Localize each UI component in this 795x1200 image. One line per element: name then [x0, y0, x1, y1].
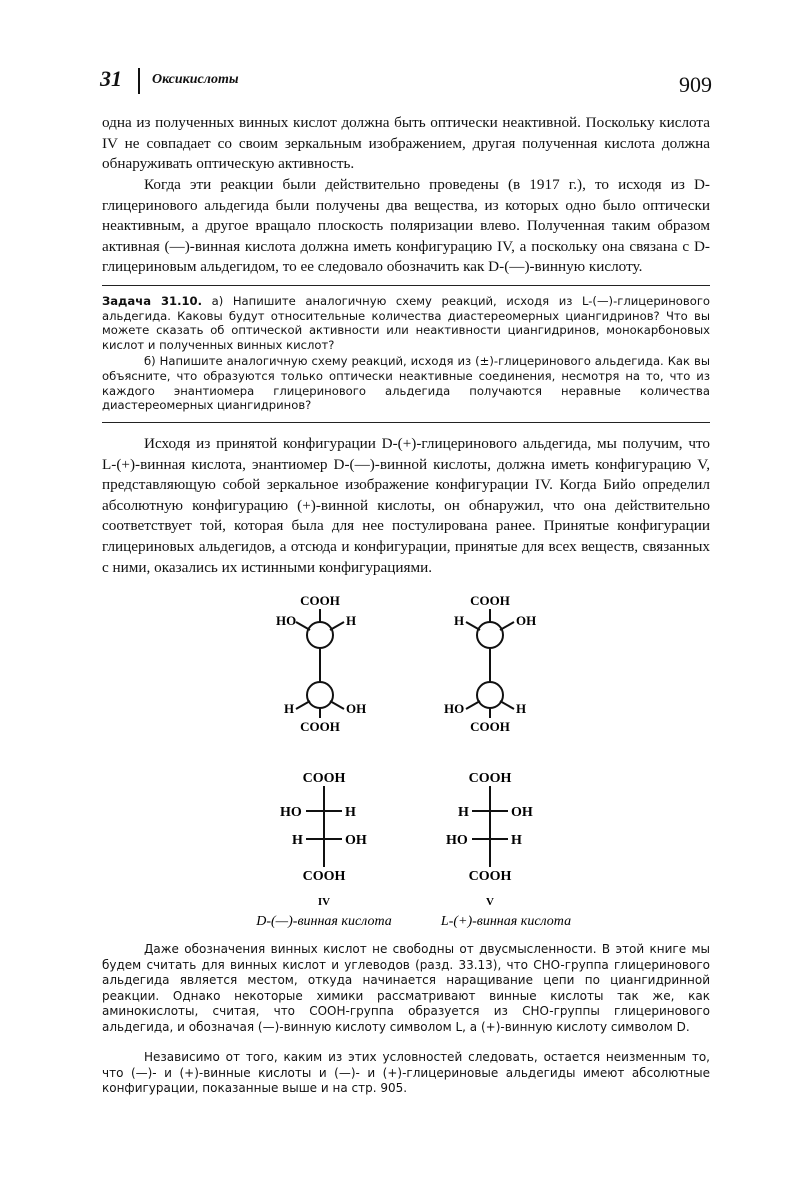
oh-label: OH [346, 701, 367, 716]
bond [500, 622, 514, 630]
carbon-circle [477, 622, 503, 648]
cooh-label: COOH [300, 593, 340, 608]
bond [296, 622, 310, 630]
task-top-rule [102, 285, 710, 286]
cooh-label: COOH [468, 771, 512, 786]
oh-label: OH [511, 805, 533, 820]
bond [296, 701, 310, 709]
h-label: H [458, 805, 469, 820]
task-bottom-rule [102, 422, 710, 423]
task-part-b: б) Напишите аналогичную схему реакций, исходя из (±)-глицеринового альдегида. Как вы объясните, что образуются только оптически неактивные соединения, несмотря на то, что из каждого энантиомера глицеринового альдегида получаются неравные количества диастереомерных циангидринов? [102, 354, 710, 413]
bond [330, 622, 344, 630]
task-label: Задача 31.10. [102, 294, 203, 308]
caption-v: L-(+)-винная кислота [440, 914, 572, 929]
cooh-label: COOH [302, 771, 346, 786]
task-part-a-text: а) Напишите аналогичную схему реакций, исходя из L-(—)-глицеринового альдегида. Каковы будут относительные количества диастереомерных циангидринов? Что вы можете сказать об оптической активности или неактивности циангидринов, монокарбоновых кислот и полученных винных кислот? [102, 294, 710, 352]
h-label: H [284, 701, 295, 716]
ho-label: HO [444, 701, 465, 716]
cooh-label: COOH [468, 869, 512, 884]
numeral-v: V [486, 896, 494, 908]
paragraph-1: одна из полученных винных кислот должна быть оптически неактивной. Поскольку кислота IV не совпадает со своим зеркальным изображением, другая полученная кислота должна обнаруживать оптическую активность. [102, 114, 710, 173]
tartaric-acid-figure [240, 585, 600, 935]
bond [466, 622, 480, 630]
cooh-label: COOH [302, 869, 346, 884]
fischer-iv [280, 771, 367, 884]
carbon-circle [477, 682, 503, 708]
h-label: H [516, 701, 527, 716]
note-2: Независимо от того, каким из этих условностей следовать, остается неизменным то, что (—)- и (+)-винные кислоты и (—)- и (+)-глицериновые альдегиды имеют абсолютные конфигурации, показанные выше и на стр. 905. [102, 1050, 710, 1096]
chapter-number: 31 [100, 66, 122, 91]
header-divider [138, 68, 140, 94]
paragraph-2: Когда эти реакции были действительно проведены (в 1917 г.), то исходя из D-глицеринового альдегида были получены два вещества, из которых одно было оптически неактивным, а другое вращало плоскость поляризации влево. Полученная таким образом активная (—)-винная кислота должна иметь конфигурацию IV, а поскольку она связана с D-глицериновым альдегидом, то ее следовало обозначить как D-(—)-винную кислоту. [102, 176, 710, 276]
cooh-label: COOH [470, 719, 510, 734]
chapter-title: Оксикислоты [152, 72, 239, 87]
paragraph-3: Исходя из принятой конфигурации D-(+)-глицеринового альдегида, мы получим, что L-(+)-винная кислота, энантиомер D-(—)-винной кислоты, должна иметь конфигурацию V, представляющую собой зеркальное изображение конфигурации IV. Когда Бийо определил абсолютную конфигурацию (+)-винной кислоты, он обнаружил, что она действительно соответствует той, которая была для нее постулирована ранее. Принятые конфигурации глицериновых альдегидов, а отсюда и конфигурации, принятые для всех веществ, связанных с ними, оказались их истинными конфигурациями. [102, 435, 710, 576]
h-label: H [346, 613, 357, 628]
carbon-circle [307, 622, 333, 648]
cooh-label: COOH [470, 593, 510, 608]
ho-label: HO [276, 613, 297, 628]
h-label: H [292, 833, 303, 848]
oh-label: OH [516, 613, 537, 628]
h-label: H [454, 613, 465, 628]
oh-label: OH [345, 833, 367, 848]
task-part-a [102, 294, 710, 352]
sawhorse-v [444, 593, 536, 734]
caption-iv: D-(—)-винная кислота [256, 914, 392, 929]
h-label: H [345, 805, 356, 820]
page-number: 909 [679, 72, 712, 97]
numeral-iv: IV [317, 896, 331, 908]
bond [466, 701, 480, 709]
h-label: H [511, 833, 522, 848]
carbon-circle [307, 682, 333, 708]
page-header [100, 62, 720, 102]
ho-label: HO [446, 833, 468, 848]
fischer-v [446, 771, 533, 884]
task-block [102, 294, 710, 413]
bond [500, 701, 514, 709]
note-1: Даже обозначения винных кислот не свободны от двусмысленности. В этой книге мы будем считать для винных кислот и углеводов (разд. 33.13), что CHO-группа глицеринового альдегида является местом, откуда начинается наращивание цепи по циангидринной реакции. Однако некоторые химики рассматривают винные кислоты так же, как аминокислоты, считая, что COOH-группа образуется из CHO-группы глицеринового альдегида, и обозначая (—)-винную кислоту символом L, а (+)-винную кислоту символом D. [102, 942, 710, 1034]
cooh-label: COOH [300, 719, 340, 734]
bond [330, 701, 344, 709]
sawhorse-iv [276, 593, 366, 734]
ho-label: HO [280, 805, 302, 820]
